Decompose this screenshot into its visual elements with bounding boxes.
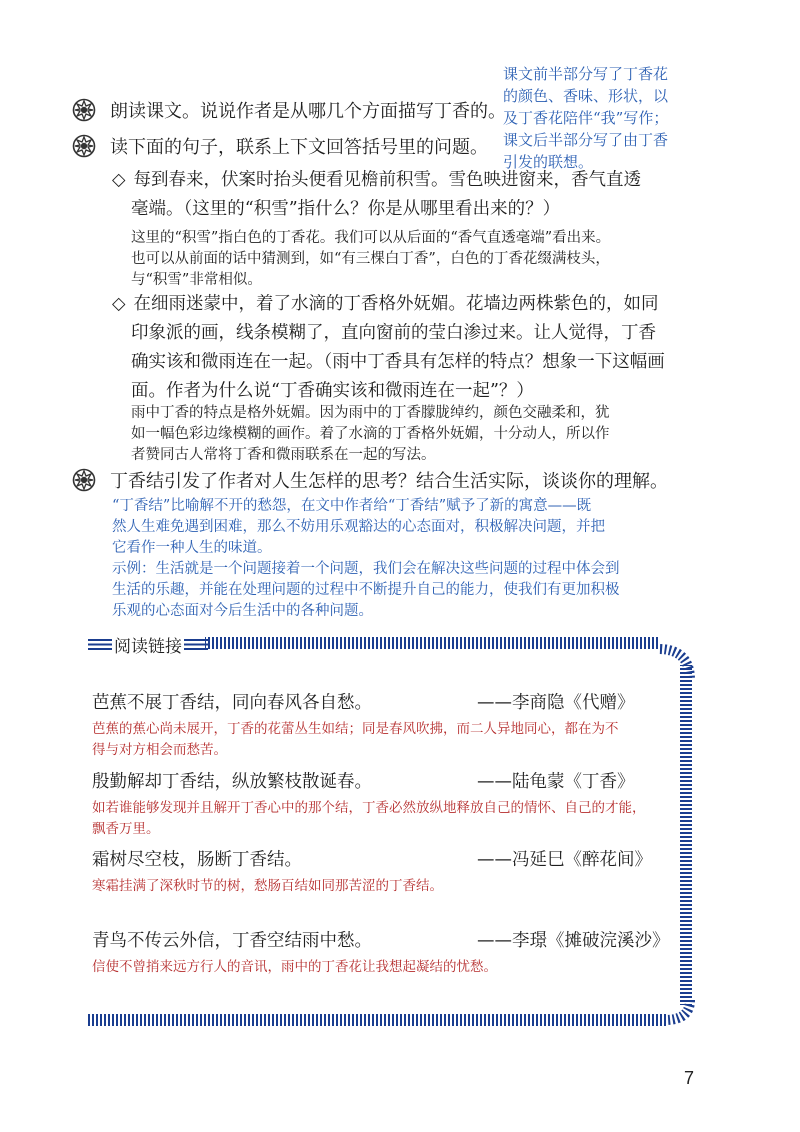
poem-line: 霜树尽空枝，肠断丁香结。 (92, 850, 302, 870)
poem-translation (92, 876, 682, 897)
reading-link-header (88, 632, 208, 657)
translation-line: 寒霜挂满了深秋时节的树，愁肠百结如同那苦涩的丁香结。 (92, 878, 443, 894)
poem-translation (92, 798, 692, 840)
translation-line: 得与对方相会而愁苦。 (92, 742, 227, 758)
poem-line: 殷勤解却丁香结，纵放繁枝散诞春。 (92, 772, 372, 792)
example-label: 示例： (112, 561, 156, 577)
answer-line: “丁香结”比喻解不开的愁怨，在文中作者给“丁香结”赋予了新的寓意——既 (112, 498, 592, 514)
answer-line: 然人生难免遇到困难，那么不妨用乐观豁达的心态面对，积极解决问题，并把 (112, 519, 605, 535)
translation-line: 如若谁能够发现并且解开丁香心中的那个结，丁香必然放纵地释放自己的情怀、自己的才能， (92, 800, 646, 816)
answer-line: 它看作一种人生的味道。 (112, 540, 272, 556)
double-bar-icon (88, 639, 112, 650)
translation-line: 飘香万里。 (92, 821, 160, 837)
double-bar-icon (184, 639, 208, 650)
note-line: 课文前半部分写了丁香花 (503, 65, 669, 83)
item-1-line: 毫端。（这里的“积雪”指什么？你是从哪里看出来的？） (131, 199, 561, 219)
poem-line: 芭蕉不展丁香结，同向春风各自愁。 (92, 693, 372, 713)
item-1-line: 每到春来，伏案时抬头便看见檐前积雪。雪色映进窗来，香气直透 (133, 170, 641, 190)
diamond-bullet-icon: ◇ (112, 170, 126, 190)
note-line: 及丁香花陪伴“我”写作； (503, 109, 669, 127)
answer-line: 这里的“积雪”指白色的丁香花。我们可以从后面的“香气直透毫端”看出来。 (131, 230, 611, 246)
question-3-text: 丁香结引发了作者对人生怎样的思考？结合生活实际，谈谈你的理解。 (110, 471, 668, 492)
diamond-bullet-icon: ◇ (112, 294, 126, 314)
poem-source: ——冯延巳《醉花间》 (477, 850, 652, 870)
page-number: 7 (684, 1068, 695, 1088)
note-line: 的颜色、香味、形状，以 (503, 87, 669, 105)
poem-source: ——李商隐《代赠》 (477, 693, 635, 713)
answer-line: 雨中丁香的特点是格外妩媚。因为雨中的丁香朦胧绰约，颜色交融柔和，犹 (131, 405, 610, 421)
note-line: 引发的联想。 (503, 153, 594, 171)
question-1-text: 朗读课文。说说作者是从哪几个方面描写丁香的。 (110, 101, 506, 122)
translation-line: 芭蕉的蕉心尚未展开，丁香的花蕾丛生如结；同是春风吹拂，而二人异地同心，都在为不 (92, 721, 619, 737)
item-2-line: 面。作者为什么说“丁香确实该和微雨连在一起”？） (131, 381, 534, 401)
item-2-line: 在细雨迷蒙中，着了水滴的丁香格外妩媚。花墙边两株紫色的，如同 (133, 294, 659, 314)
item-2-line: 印象派的画，线条模糊了，直向窗前的莹白渗过来。让人觉得，丁香 (131, 323, 656, 343)
question-2-text: 读下面的句子，联系上下文回答括号里的问题。 (110, 137, 488, 158)
item-2-line: 确实该和微雨连在一起。（雨中丁香具有怎样的特点？想象一下这幅画 (131, 352, 665, 372)
poem-source: ——李璟《摊破浣溪沙》 (477, 931, 670, 951)
reading-link-title: 阅读链接 (114, 637, 182, 657)
answer-line: 与“积雪”非常相似。 (131, 272, 262, 288)
poem-line: 青鸟不传云外信，丁香空结雨中愁。 (92, 931, 372, 951)
translation-line: 信使不曾捎来远方行人的音讯，雨中的丁香花让我想起凝结的忧愁。 (92, 959, 497, 975)
poem-translation (92, 957, 682, 978)
poem-source: ——陆龟蒙《丁香》 (477, 772, 635, 792)
answer-line: 如一幅色彩边缘模糊的画作。着了水滴的丁香格外妩媚，十分动人，所以作 (131, 426, 610, 442)
answer-line: 乐观的心态面对今后生活中的各种问题。 (112, 603, 373, 619)
answer-line: 者赞同古人常将丁香和微雨联系在一起的写法。 (131, 447, 436, 463)
answer-line: 生活的乐趣，并能在处理问题的过程中不断提升自己的能力，使我们有更加积极 (112, 582, 620, 598)
poem-translation (92, 719, 682, 761)
note-line: 课文后半部分写了由丁香 (503, 131, 669, 149)
answer-line: 也可以从前面的话中猜测到，如“有三棵白丁香”，白色的丁香花缀满枝头， (131, 251, 610, 267)
answer-line: 生活就是一个问题接着一个问题，我们会在解决这些问题的过程中体会到 (155, 561, 620, 577)
